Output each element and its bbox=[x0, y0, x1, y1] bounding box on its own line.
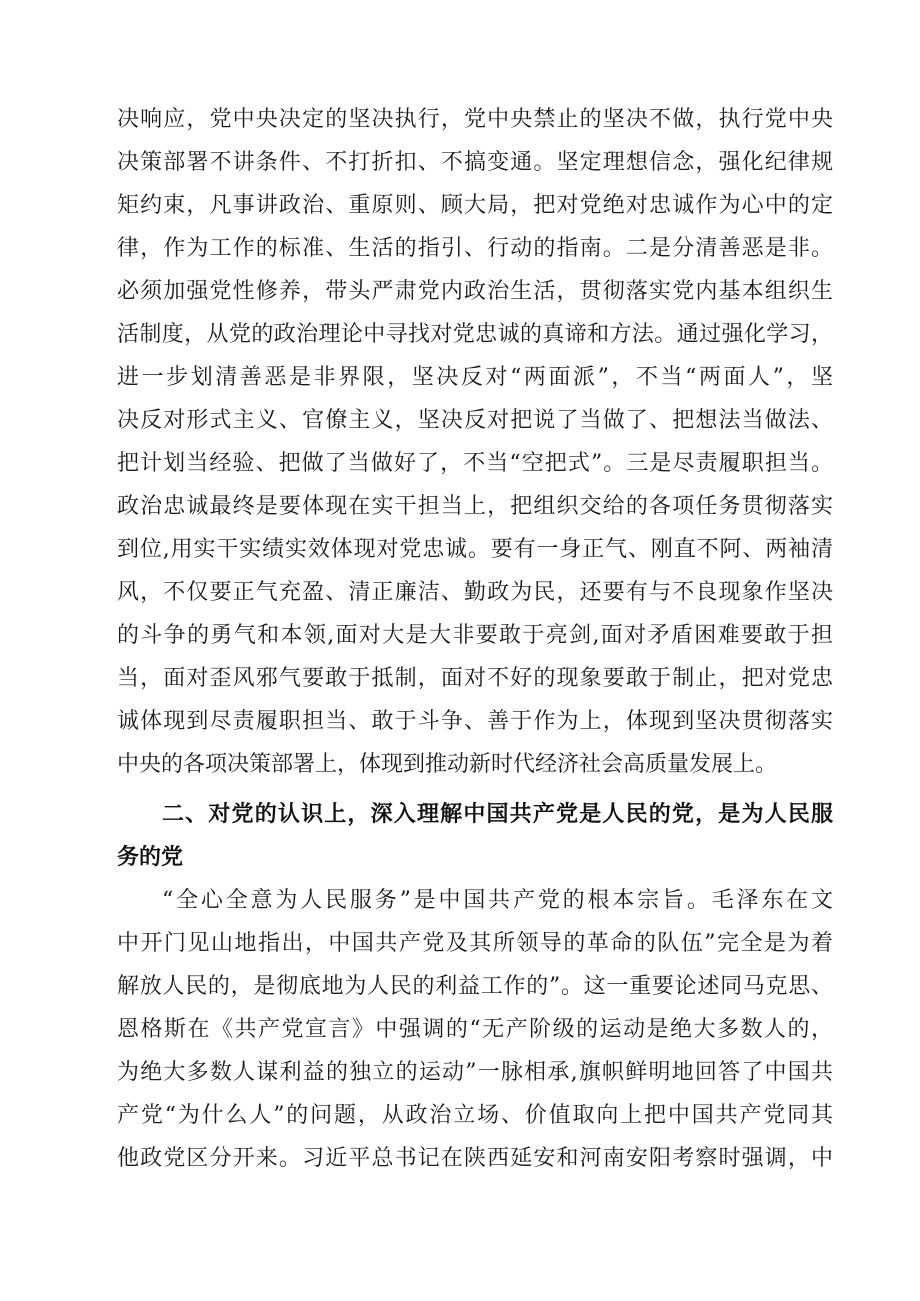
text-line: 律，作为工作的标准、生活的指引、行动的指南。二是分清善恶是非。 bbox=[117, 236, 833, 261]
heading-line: 务的党 bbox=[117, 845, 184, 870]
text-line: 风，不仅要正气充盈、清正廉洁、勤政为民，还要有与不良现象作坚决 bbox=[117, 580, 833, 605]
text-line: 当，面对歪风邪气要敢于抵制，面对不好的现象要敢于制止，把对党忠 bbox=[117, 666, 833, 691]
text-line: 的斗争的勇气和本领,面对大是大非要敢于亮剑,面对矛盾困难要敢于担 bbox=[117, 623, 833, 648]
text-line: 他政党区分开来。习近平总书记在陕西延安和河南安阳考察时强调，中 bbox=[117, 1146, 833, 1171]
text-line: 产党“为什么人”的问题，从政治立场、价值取向上把中国共产党同其 bbox=[117, 1103, 833, 1128]
heading-line: 二、对党的认识上，深入理解中国共产党是人民的党，是为人民服 bbox=[162, 802, 833, 827]
text-line: 中央的各项决策部署上，体现到推动新时代经济社会高质量发展上。 bbox=[117, 752, 778, 777]
text-line: 为绝大多数人谋利益的独立的运动”一脉相承,旗帜鲜明地回答了中国共 bbox=[117, 1060, 833, 1085]
text-line: 活制度，从党的政治理论中寻找对党忠诚的真谛和方法。通过强化学习， bbox=[117, 322, 833, 347]
text-line: 政治忠诚最终是要体现在实干担当上，把组织交给的各项任务贯彻落实 bbox=[117, 494, 833, 519]
text-line: 把计划当经验、把做了当做好了，不当“空把式”。三是尽责履职担当。 bbox=[117, 451, 833, 476]
text-line: 恩格斯在《共产党宣言》中强调的“无产阶级的运动是绝大多数人的， bbox=[117, 1017, 833, 1042]
text-line: 必须加强党性修养，带头严肃党内政治生活，贯彻落实党内基本组织生 bbox=[117, 279, 833, 304]
text-line: 决策部署不讲条件、不打折扣、不搞变通。坚定理想信念，强化纪律规 bbox=[117, 150, 833, 175]
text-line: 决响应，党中央决定的坚决执行，党中央禁止的坚决不做，执行党中央 bbox=[117, 107, 833, 132]
text-line: 中开门见山地指出，中国共产党及其所领导的革命的队伍”完全是为着 bbox=[117, 931, 833, 956]
text-line: 解放人民的，是彻底地为人民的利益工作的”。这一重要论述同马克思、 bbox=[117, 974, 833, 999]
text-line: 到位,用实干实绩实效体现对党忠诚。要有一身正气、刚直不阿、两袖清 bbox=[117, 537, 833, 562]
text-line: 矩约束，凡事讲政治、重原则、顾大局，把对党绝对忠诚作为心中的定 bbox=[117, 193, 833, 218]
text-line: 诚体现到尽责履职担当、敢于斗争、善于作为上，体现到坚决贯彻落实 bbox=[117, 709, 833, 734]
text-line: 决反对形式主义、官僚主义，坚决反对把说了当做了、把想法当做法、 bbox=[117, 408, 833, 433]
text-line: “全心全意为人民服务”是中国共产党的根本宗旨。毛泽东在文 bbox=[162, 888, 833, 913]
text-line: 进一步划清善恶是非界限，坚决反对“两面派”，不当“两面人”，坚 bbox=[117, 365, 833, 390]
